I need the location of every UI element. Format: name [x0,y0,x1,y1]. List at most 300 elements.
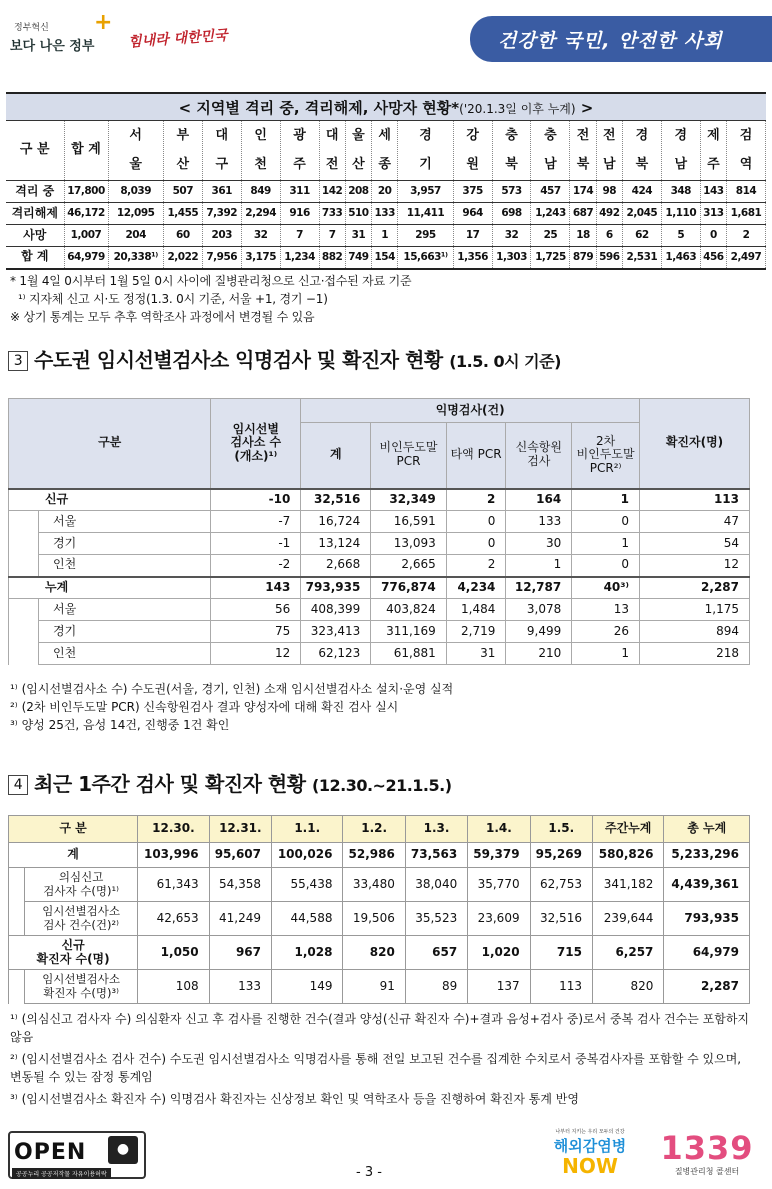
region-table-header-row [6,121,766,181]
anon-row-label: 경기 [39,621,211,643]
weekly-cell: 5,233,296 [664,843,750,868]
weekly-row-label: 임시선별검사소 확진자 수(명)³⁾ [25,970,138,1004]
region-table-row [6,203,766,225]
table2-note-2: ²⁾ (2차 비인두도말 PCR) 신속항원검사 결과 양성자에 대해 확진 검사 실시 [10,700,399,714]
region-cell: 2,022 [163,247,202,269]
region-header [163,121,202,181]
region-cell: 62 [622,225,661,247]
anon-table-row [9,555,750,577]
region-cell: 6 [596,225,622,247]
anon-cell: 61,881 [371,643,446,665]
anon-cell: 32,349 [371,489,446,511]
region-header-char: 전 [603,127,616,143]
anon-cell: 0 [572,511,640,533]
region-cell: 687 [570,203,596,225]
region-header-char: 세 [378,127,391,143]
region-header-char: 남 [603,156,616,172]
region-header [531,121,570,181]
weekly-cell: 95,607 [209,843,271,868]
weekly-row-indent [9,970,25,1004]
weekly-cell: 1,020 [468,936,530,970]
region-header-char: 광 [293,127,306,143]
region-header-char: 울 [352,127,365,143]
region-cell: 20,338¹⁾ [108,247,163,269]
region-row-label: 격리해제 [6,203,64,225]
region-cell: 142 [319,181,345,203]
weekly-table-header: 1.3. [405,816,467,843]
region-header [570,121,596,181]
anon-cell: 1 [572,533,640,555]
anon-table-row [9,621,750,643]
anon-cell: 311,169 [371,621,446,643]
anon-cell: -2 [211,555,301,577]
anon-cell: 2,287 [640,577,750,599]
anon-cell: 13 [572,599,640,621]
weekly-cell: 113 [530,970,592,1004]
region-table-title: < 지역별 격리 중, 격리해제, 사망자 현황*('20.1.3일 이후 누계) > [6,92,766,120]
weekly-cell: 4,439,361 [664,868,750,902]
region-cell: 698 [492,203,531,225]
region-row-label: 합 계 [6,247,64,269]
region-header-char: 인 [254,127,267,143]
weekly-table-header: 1.1. [272,816,343,843]
weekly-table-header-row [9,816,750,843]
weekly-table-header: 12.31. [209,816,271,843]
anon-cell: 12 [640,555,750,577]
section-3-heading: 3 수도권 임시선별검사소 익명검사 및 확진자 현황 (1.5. 0시 기준) [8,344,561,373]
anon-cell: 0 [446,533,506,555]
weekly-table-header: 1.5. [530,816,592,843]
region-cell: 879 [570,247,596,269]
region-cell: 18 [570,225,596,247]
weekly-row-label: 의심신고 검사자 수(명)¹⁾ [25,868,138,902]
region-cell: 32 [492,225,531,247]
anon-cell: 9,499 [506,621,572,643]
weekly-cell: 62,753 [530,868,592,902]
anon-row-label: 누계 [9,577,211,599]
region-cell: 573 [492,181,531,203]
region-cell: 154 [372,247,398,269]
region-cell: 25 [531,225,570,247]
region-cell: 2,045 [622,203,661,225]
weekly-row-label: 임시선별검사소 검사 건수(건)²⁾ [25,902,138,936]
region-header-char: 구 [215,156,229,172]
anon-cell: 54 [640,533,750,555]
weekly-test-table [8,815,750,1004]
anon-row-indent [9,533,39,555]
region-header-char: 북 [505,156,518,172]
region-header [280,121,319,181]
region-cell: 596 [596,247,622,269]
weekly-table-row [9,902,750,936]
region-cell: 7 [280,225,319,247]
weekly-cell: 133 [209,970,271,1004]
anon-cell: 56 [211,599,301,621]
anon-cell: 2 [446,489,506,511]
weekly-cell: 23,609 [468,902,530,936]
region-header-char: 남 [674,156,688,172]
table3-notes [10,1010,750,1108]
region-cell: 8,039 [108,181,163,203]
region-header-char: 원 [466,156,479,172]
region-cell: 814 [727,181,766,203]
anon-row-label: 서울 [39,599,211,621]
anon-cell: 13,093 [371,533,446,555]
region-header-char: 제 [707,127,720,143]
region-header [241,121,280,181]
weekly-cell: 108 [138,970,209,1004]
region-header-char: 산 [352,156,365,172]
anon-cell: 408,399 [301,599,371,621]
table2-note-3: ³⁾ 양성 25건, 음성 14건, 진행중 1건 확인 [10,718,230,732]
region-header-char: 전 [325,156,339,172]
region-row-label: 사망 [6,225,64,247]
region-row-total: 64,979 [64,247,108,269]
weekly-cell: 89 [405,970,467,1004]
weekly-table-header: 12.30. [138,816,209,843]
weekly-cell: 73,563 [405,843,467,868]
weekly-cell: 137 [468,970,530,1004]
region-cell: 1,110 [661,203,700,225]
gov-logo-small: 정부혁신 [14,23,49,33]
region-cell: 2,497 [727,247,766,269]
weekly-cell: 820 [343,936,405,970]
region-row-total: 17,800 [64,181,108,203]
anon-cell: 1,484 [446,599,506,621]
anon-cell: 210 [506,643,572,665]
region-cell: 1,234 [280,247,319,269]
region-cell: 882 [319,247,345,269]
anon-cell: 62,123 [301,643,371,665]
anon-cell: 32,516 [301,489,371,511]
anon-row-indent [9,599,39,621]
region-cell: 749 [345,247,371,269]
weekly-cell: 580,826 [592,843,663,868]
region-row-total: 46,172 [64,203,108,225]
region-cell: 98 [596,181,622,203]
region-header-char: 남 [544,156,557,172]
region-header-char: 산 [176,156,190,172]
region-header [622,121,661,181]
anon-table-header-row [9,399,750,423]
anon-row-label: 신규 [9,489,211,511]
weekly-cell: 1,028 [272,936,343,970]
weekly-table-header: 구 분 [9,816,138,843]
weekly-cell: 54,358 [209,868,271,902]
region-cell: 7,956 [202,247,241,269]
region-cell: 2,294 [241,203,280,225]
anon-table-confirmed-header: 확진자(명) [640,399,750,489]
region-header-char: 서 [129,127,142,143]
region-header-char: 강 [466,127,479,143]
anon-table-row [9,599,750,621]
anon-table-group-header: 구분 [9,399,211,489]
region-cell: 733 [319,203,345,225]
weekly-cell: 149 [272,970,343,1004]
weekly-cell: 967 [209,936,271,970]
campaign-ad-title: 해외감염병 [553,1137,627,1155]
region-header-char: 충 [505,127,518,143]
anon-table-anon-header: 익명검사(건) [301,399,640,423]
region-cell: 143 [700,181,726,203]
anon-cell: -7 [211,511,301,533]
anon-cell: 403,824 [371,599,446,621]
anon-cell: 894 [640,621,750,643]
campaign-ad-now: NOW [562,1154,618,1178]
anon-cell: 793,935 [301,577,371,599]
anon-cell: 2,719 [446,621,506,643]
region-cell: 1,681 [727,203,766,225]
anon-cell: 776,874 [371,577,446,599]
region-cell: 11,411 [398,203,453,225]
anon-cell: 2,668 [301,555,371,577]
region-header-char: 종 [378,156,391,172]
region-cell: 1,725 [531,247,570,269]
region-row-label: 격리 중 [6,181,64,203]
anon-row-indent [9,511,39,533]
region-cell: 456 [700,247,726,269]
section-4-heading: 4 최근 1주간 검사 및 확진자 현황 (12.30.~21.1.5.) [8,768,452,797]
callcenter-number: 1339 [660,1129,754,1167]
region-header [319,121,345,181]
region-header-char: 천 [254,156,267,172]
weekly-cell: 820 [592,970,663,1004]
anon-cell: 16,591 [371,511,446,533]
region-cell: 2 [727,225,766,247]
region-cell: 348 [661,181,700,203]
region-header-char: 북 [635,156,649,172]
region-table-row [6,225,766,247]
anon-cell: 323,413 [301,621,371,643]
region-cell: 1,463 [661,247,700,269]
region-cell: 12,095 [108,203,163,225]
anon-cell: 143 [211,577,301,599]
weekly-cell: 35,770 [468,868,530,902]
region-header-char: 경 [674,127,688,143]
anon-cell: 12,787 [506,577,572,599]
region-header-char: 대 [325,127,339,143]
region-cell: 1,356 [453,247,492,269]
region-cell: 507 [163,181,202,203]
weekly-cell: 52,986 [343,843,405,868]
weekly-cell: 657 [405,936,467,970]
region-cell: 31 [345,225,371,247]
region-header-char: 주 [707,156,720,172]
table2-note-1: ¹⁾ (임시선별검사소 수) 수도권(서울, 경기, 인천) 소재 임시선별검사소 설치·운영 실적 [10,682,454,696]
weekly-cell: 103,996 [138,843,209,868]
anon-cell: 12 [211,643,301,665]
weekly-cell: 19,506 [343,902,405,936]
table3-note-2: ²⁾ (임시선별검사소 검사 건수) 수도권 임시선별검사소 익명검사를 통해 전일 보고된 건수를 집계한 수치로서 중복검사자를 포함할 수 있으며, 변동될 수 있는 잠정 통계임 [10,1052,742,1084]
weekly-table-header: 주간누계 [592,816,663,843]
region-cell: 133 [372,203,398,225]
weekly-cell: 59,379 [468,843,530,868]
anon-cell: 0 [572,555,640,577]
region-header-char: 경 [635,127,649,143]
weekly-table-row [9,970,750,1004]
anon-cell: 16,724 [301,511,371,533]
weekly-table-row [9,936,750,970]
anon-cell: 0 [446,511,506,533]
anon-row-label: 서울 [39,511,211,533]
region-cell: 313 [700,203,726,225]
open-license-text: OPEN [14,1140,87,1165]
region-table-row [6,247,766,269]
anon-cell: 75 [211,621,301,643]
anon-row-label: 경기 [39,533,211,555]
weekly-cell: 100,026 [272,843,343,868]
region-cell: 510 [345,203,371,225]
anon-cell: 3,078 [506,599,572,621]
weekly-cell: 41,249 [209,902,271,936]
table1-note-1: * 1월 4일 0시부터 1월 5일 0시 사이에 질병관리청으로 신고·접수된 자료 기준 [10,274,412,288]
weekly-cell: 239,644 [592,902,663,936]
region-cell: 60 [163,225,202,247]
anon-cell: 218 [640,643,750,665]
weekly-cell: 2,287 [664,970,750,1004]
anon-cell: 26 [572,621,640,643]
region-header-char: 부 [176,127,190,143]
callcenter-label: 질병관리청 콜센터 [674,1167,740,1176]
region-cell: 2,531 [622,247,661,269]
region-cell: 0 [700,225,726,247]
anon-cell: 133 [506,511,572,533]
region-cell: 7 [319,225,345,247]
callcenter-logo [652,1130,762,1177]
anon-table-row [9,643,750,665]
anon-cell: 1 [572,643,640,665]
table1-note-2: ¹⁾ 지자체 신고 시·도 정정(1.3. 0시 기준, 서울 +1, 경기 −1) [18,292,328,306]
weekly-cell: 6,257 [592,936,663,970]
anon-cell: 31 [446,643,506,665]
table2-notes [10,680,750,734]
weekly-table-row [9,868,750,902]
anon-cell: -1 [211,533,301,555]
region-header-char: 북 [576,156,590,172]
table1-note-3: ※ 상기 통계는 모두 추후 역학조사 과정에서 변경될 수 있음 [10,310,315,324]
region-header-char: 울 [129,156,142,172]
region-header-char: 전 [576,127,590,143]
weekly-table-header: 총 누계 [664,816,750,843]
region-header [727,121,766,181]
anon-cell: 47 [640,511,750,533]
region-header [372,121,398,181]
region-table-corner: 구 분 [6,121,64,181]
slogan-logo: 힘내라 대한민국 [127,27,229,51]
weekly-row-indent [9,902,25,936]
anon-table-subheader: 2차 비인두도말 PCR²⁾ [572,423,640,489]
region-header-char: 주 [293,156,306,172]
anon-cell: 30 [506,533,572,555]
region-header-char: 충 [544,127,557,143]
region-header [453,121,492,181]
gov-logo-text: 보다 나은 정부 [10,39,95,54]
region-cell: 492 [596,203,622,225]
anon-cell: 13,124 [301,533,371,555]
anon-cell: 40³⁾ [572,577,640,599]
region-cell: 1,455 [163,203,202,225]
plus-icon: + [94,10,113,35]
anon-table-subheader: 비인두도말 PCR [371,423,446,489]
anon-table-sites-header: 임시선별 검사소 수 (개소)¹⁾ [211,399,301,489]
anonymous-test-table [8,398,750,665]
table3-note-1: ¹⁾ (의심신고 검사자 수) 의심환자 신고 후 검사를 진행한 건수(결과 양성(신규 확진자 수)+결과 음성+검사 중)로서 중복 검사 건수는 포함하지 않음 [10,1012,749,1044]
weekly-row-label: 계 [9,843,138,868]
region-table-row [6,181,766,203]
region-cell: 361 [202,181,241,203]
region-cell: 1,243 [531,203,570,225]
weekly-cell: 32,516 [530,902,592,936]
region-cell: 916 [280,203,319,225]
anon-table-row [9,533,750,555]
anon-table-subheader: 계 [301,423,371,489]
region-cell: 204 [108,225,163,247]
anon-row-indent [9,555,39,577]
anon-table-subheader: 신속항원 검사 [506,423,572,489]
region-header [345,121,371,181]
region-status-table [6,120,766,270]
region-cell: 203 [202,225,241,247]
region-header-char: 기 [419,156,432,172]
weekly-cell: 42,653 [138,902,209,936]
weekly-cell: 35,523 [405,902,467,936]
region-header [700,121,726,181]
region-header [661,121,700,181]
region-header [108,121,163,181]
anon-cell: 1 [572,489,640,511]
campaign-ad-top: 나부터 지키는 우리 모두의 건강 [555,1129,625,1135]
weekly-cell: 38,040 [405,868,467,902]
weekly-cell: 33,480 [343,868,405,902]
region-header [492,121,531,181]
weekly-cell: 715 [530,936,592,970]
anon-row-indent [9,621,39,643]
anon-table-subheader: 타액 PCR [446,423,506,489]
anon-cell: 2,665 [371,555,446,577]
region-header [398,121,453,181]
anon-cell: 4,234 [446,577,506,599]
anon-cell: 1,175 [640,599,750,621]
region-cell: 295 [398,225,453,247]
weekly-cell: 55,438 [272,868,343,902]
weekly-cell: 64,979 [664,936,750,970]
region-cell: 5 [661,225,700,247]
region-header-char: 검 [739,127,753,143]
weekly-cell: 91 [343,970,405,1004]
weekly-cell: 61,343 [138,868,209,902]
anon-cell: 113 [640,489,750,511]
region-header [202,121,241,181]
region-cell: 375 [453,181,492,203]
anon-table-row [9,577,750,599]
region-row-total: 1,007 [64,225,108,247]
weekly-cell: 1,050 [138,936,209,970]
anon-cell: -10 [211,489,301,511]
weekly-cell: 95,269 [530,843,592,868]
region-cell: 424 [622,181,661,203]
region-cell: 32 [241,225,280,247]
weekly-cell: 44,588 [272,902,343,936]
anon-table-row [9,489,750,511]
region-cell: 7,392 [202,203,241,225]
anon-row-label: 인천 [39,555,211,577]
region-cell: 15,663¹⁾ [398,247,453,269]
slogan-banner-text: 건강한 국민, 안전한 사회 [498,30,723,52]
weekly-row-label: 신규 확진자 수(명) [9,936,138,970]
region-cell: 1,303 [492,247,531,269]
region-header-char: 경 [419,127,432,143]
anon-row-label: 인천 [39,643,211,665]
